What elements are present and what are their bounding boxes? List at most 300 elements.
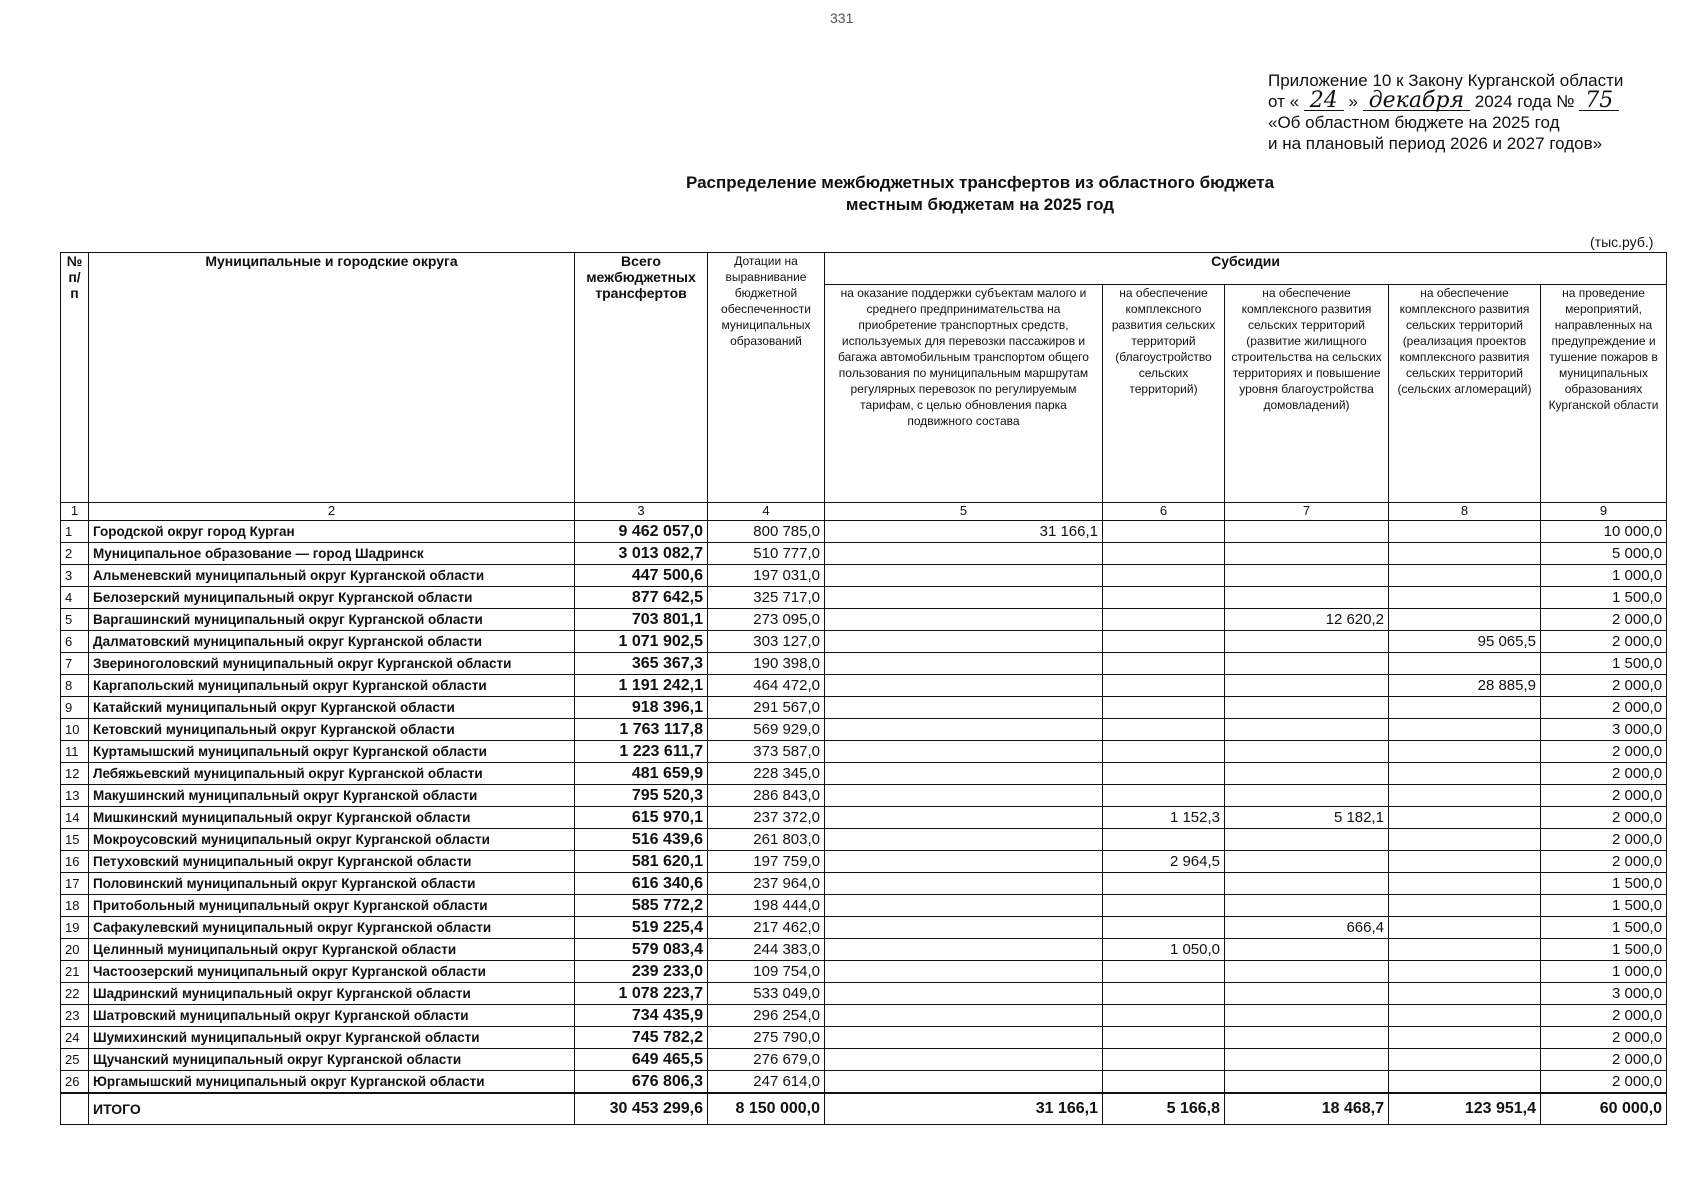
cell-subsidy-rural-agglomeration [1389,1049,1541,1071]
cell-municipality: Кетовский муниципальный округ Курганской области [89,719,575,741]
cell-number: 6 [61,631,89,653]
cell-total: 1 071 902,5 [575,631,708,653]
total-subsidy-fire-safety: 60 000,0 [1541,1093,1667,1125]
cell-municipality: Шумихинский муниципальный округ Курганской области [89,1027,575,1049]
cell-subsidy-rural-housing [1225,741,1389,763]
cell-subsidy-rural-agglomeration [1389,521,1541,543]
header-number: № п/п [61,253,89,503]
cell-subsidy-rural-agglomeration [1389,829,1541,851]
cell-subsidy-rural-improvement: 1 050,0 [1103,939,1225,961]
cell-total: 585 772,2 [575,895,708,917]
cell-dotation: 237 372,0 [708,807,825,829]
cell-subsidy-rural-improvement [1103,785,1225,807]
column-number: 9 [1541,503,1667,521]
cell-subsidy-transport [825,653,1103,675]
cell-subsidy-rural-housing [1225,829,1389,851]
cell-subsidy-rural-agglomeration [1389,939,1541,961]
table-row [61,521,1667,543]
cell-municipality: Лебяжьевский муниципальный округ Курганской области [89,763,575,785]
cell-number: 26 [61,1071,89,1094]
cell-subsidy-rural-agglomeration: 95 065,5 [1389,631,1541,653]
cell-dotation: 325 717,0 [708,587,825,609]
cell-subsidy-rural-improvement [1103,895,1225,917]
cell-subsidy-rural-improvement [1103,1071,1225,1094]
cell-dotation: 273 095,0 [708,609,825,631]
appendix-line-4: и на плановый период 2026 и 2027 годов» [1268,134,1603,153]
cell-subsidy-rural-improvement [1103,609,1225,631]
cell-subsidy-rural-improvement [1103,565,1225,587]
cell-subsidy-transport [825,939,1103,961]
appendix-line-1: Приложение 10 к Закону Курганской области [1268,71,1624,90]
cell-number: 1 [61,521,89,543]
cell-subsidy-rural-improvement [1103,653,1225,675]
cell-subsidy-rural-housing [1225,961,1389,983]
cell-subsidy-rural-housing [1225,983,1389,1005]
cell-subsidy-rural-agglomeration: 28 885,9 [1389,675,1541,697]
cell-subsidy-fire-safety: 1 500,0 [1541,587,1667,609]
cell-municipality: Катайский муниципальный округ Курганской области [89,697,575,719]
cell-subsidy-fire-safety: 2 000,0 [1541,1027,1667,1049]
cell-dotation: 533 049,0 [708,983,825,1005]
table-row [61,631,1667,653]
cell-number: 25 [61,1049,89,1071]
cell-dotation: 291 567,0 [708,697,825,719]
cell-subsidy-rural-improvement [1103,917,1225,939]
appendix-line-2 [1268,88,1668,113]
table-row [61,587,1667,609]
cell-subsidy-transport [825,697,1103,719]
cell-subsidy-transport [825,741,1103,763]
table-row [61,1005,1667,1027]
cell-dotation: 800 785,0 [708,521,825,543]
cell-municipality: Половинский муниципальный округ Курганской области [89,873,575,895]
cell-subsidy-rural-agglomeration [1389,895,1541,917]
cell-subsidy-rural-agglomeration [1389,697,1541,719]
table-body [61,521,1667,1094]
cell-subsidy-fire-safety: 1 500,0 [1541,939,1667,961]
cell-subsidy-fire-safety: 2 000,0 [1541,675,1667,697]
cell-dotation: 198 444,0 [708,895,825,917]
appendix-date-mid: » [1348,92,1358,111]
table-row [61,961,1667,983]
cell-total: 734 435,9 [575,1005,708,1027]
transfers-table [60,252,1667,1125]
cell-number: 14 [61,807,89,829]
cell-municipality: Петуховский муниципальный округ Курганской области [89,851,575,873]
cell-subsidy-fire-safety: 2 000,0 [1541,851,1667,873]
column-number: 1 [61,503,89,521]
cell-subsidy-rural-housing [1225,939,1389,961]
cell-dotation: 296 254,0 [708,1005,825,1027]
cell-total: 3 013 082,7 [575,543,708,565]
cell-subsidy-rural-housing [1225,675,1389,697]
cell-subsidy-fire-safety: 1 000,0 [1541,565,1667,587]
cell-municipality: Далматовский муниципальный округ Курганской области [89,631,575,653]
cell-dotation: 275 790,0 [708,1027,825,1049]
cell-dotation: 373 587,0 [708,741,825,763]
cell-total: 795 520,3 [575,785,708,807]
cell-subsidy-rural-agglomeration [1389,961,1541,983]
cell-subsidy-transport [825,1049,1103,1071]
cell-total: 615 970,1 [575,807,708,829]
cell-total: 676 806,3 [575,1071,708,1094]
cell-subsidy-fire-safety: 2 000,0 [1541,1005,1667,1027]
cell-subsidy-rural-agglomeration [1389,873,1541,895]
cell-subsidy-rural-housing [1225,1027,1389,1049]
table-row [61,829,1667,851]
cell-subsidy-rural-housing [1225,873,1389,895]
cell-dotation: 303 127,0 [708,631,825,653]
cell-subsidy-transport [825,873,1103,895]
table-row [61,873,1667,895]
total-row-number [61,1093,89,1125]
cell-subsidy-rural-agglomeration [1389,587,1541,609]
cell-subsidy-transport [825,675,1103,697]
cell-subsidy-rural-agglomeration [1389,565,1541,587]
cell-dotation: 109 754,0 [708,961,825,983]
cell-dotation: 569 929,0 [708,719,825,741]
cell-subsidy-transport [825,763,1103,785]
handwritten-month: декабря [1363,92,1470,111]
cell-municipality: Белозерский муниципальный округ Курганской области [89,587,575,609]
table-row [61,939,1667,961]
cell-municipality: Частоозерский муниципальный округ Курганской области [89,961,575,983]
cell-subsidy-transport [825,1071,1103,1094]
cell-subsidy-fire-safety: 3 000,0 [1541,983,1667,1005]
cell-subsidy-rural-agglomeration [1389,763,1541,785]
cell-subsidy-rural-agglomeration [1389,609,1541,631]
cell-dotation: 510 777,0 [708,543,825,565]
cell-subsidy-rural-improvement: 1 152,3 [1103,807,1225,829]
table-row [61,807,1667,829]
cell-total: 1 223 611,7 [575,741,708,763]
document-title [0,172,1693,216]
cell-municipality: Шатровский муниципальный округ Курганской области [89,1005,575,1027]
cell-subsidy-rural-housing [1225,521,1389,543]
cell-subsidy-transport [825,543,1103,565]
column-number: 3 [575,503,708,521]
title-line-1: Распределение межбюджетных трансфертов из областного бюджета [685,173,1275,192]
column-number: 5 [825,503,1103,521]
total-row [61,1093,1667,1125]
cell-subsidy-fire-safety: 2 000,0 [1541,785,1667,807]
header-municipality: Муниципальные и городские округа [89,253,575,503]
cell-dotation: 190 398,0 [708,653,825,675]
cell-subsidy-fire-safety: 3 000,0 [1541,719,1667,741]
cell-subsidy-rural-improvement [1103,543,1225,565]
cell-subsidy-rural-housing: 666,4 [1225,917,1389,939]
cell-subsidy-rural-improvement: 2 964,5 [1103,851,1225,873]
cell-subsidy-rural-improvement [1103,741,1225,763]
cell-subsidy-rural-housing [1225,719,1389,741]
cell-subsidy-transport [825,609,1103,631]
cell-municipality: Мокроусовский муниципальный округ Курганской области [89,829,575,851]
cell-subsidy-rural-improvement [1103,719,1225,741]
cell-number: 3 [61,565,89,587]
cell-subsidy-rural-housing [1225,697,1389,719]
cell-number: 5 [61,609,89,631]
cell-municipality: Варгашинский муниципальный округ Курганской области [89,609,575,631]
cell-municipality: Звериноголовский муниципальный округ Курганской области [89,653,575,675]
cell-subsidy-rural-housing [1225,763,1389,785]
cell-number: 17 [61,873,89,895]
cell-subsidy-rural-housing [1225,1005,1389,1027]
table-row [61,719,1667,741]
table-row [61,983,1667,1005]
cell-number: 12 [61,763,89,785]
cell-subsidy-rural-improvement [1103,829,1225,851]
cell-subsidy-transport [825,719,1103,741]
title-line-2: местным бюджетам на 2025 год [845,195,1115,214]
cell-number: 15 [61,829,89,851]
units-label: (тыс.руб.) [1590,234,1654,250]
cell-total: 519 225,4 [575,917,708,939]
cell-municipality: Каргапольский муниципальный округ Курганской области [89,675,575,697]
cell-subsidy-rural-improvement [1103,587,1225,609]
column-number: 2 [89,503,575,521]
cell-number: 24 [61,1027,89,1049]
cell-subsidy-rural-housing [1225,587,1389,609]
cell-total: 9 462 057,0 [575,521,708,543]
cell-subsidy-transport [825,917,1103,939]
cell-subsidy-rural-improvement [1103,763,1225,785]
cell-number: 16 [61,851,89,873]
cell-subsidy-transport [825,587,1103,609]
column-number-row [61,503,1667,521]
cell-number: 23 [61,1005,89,1027]
cell-dotation: 247 614,0 [708,1071,825,1094]
table-row [61,697,1667,719]
cell-subsidy-rural-improvement [1103,983,1225,1005]
cell-subsidy-fire-safety: 1 000,0 [1541,961,1667,983]
table-row [61,763,1667,785]
cell-total: 1 191 242,1 [575,675,708,697]
cell-dotation: 217 462,0 [708,917,825,939]
column-number: 7 [1225,503,1389,521]
cell-total: 745 782,2 [575,1027,708,1049]
cell-total: 616 340,6 [575,873,708,895]
cell-municipality: Сафакулевский муниципальный округ Курганской области [89,917,575,939]
cell-subsidy-transport [825,565,1103,587]
cell-subsidy-rural-improvement [1103,521,1225,543]
cell-subsidy-rural-agglomeration [1389,1071,1541,1094]
column-number: 6 [1103,503,1225,521]
cell-subsidy-fire-safety: 2 000,0 [1541,763,1667,785]
cell-dotation: 276 679,0 [708,1049,825,1071]
table-row [61,565,1667,587]
column-number: 8 [1389,503,1541,521]
cell-dotation: 261 803,0 [708,829,825,851]
cell-total: 516 439,6 [575,829,708,851]
cell-municipality: Щучанский муниципальный округ Курганской области [89,1049,575,1071]
table-row [61,675,1667,697]
total-all-transfers: 30 453 299,6 [575,1093,708,1125]
cell-dotation: 244 383,0 [708,939,825,961]
table-row [61,895,1667,917]
header-subsidy-rural-agglomeration: на обеспечение комплексного развития сельских территорий (реализация проектов комплексного развития сельских территорий (сельских агломераций) [1389,285,1541,503]
appendix-line-3: «Об областном бюджете на 2025 год [1268,113,1560,132]
cell-subsidy-transport [825,1027,1103,1049]
cell-subsidy-rural-agglomeration [1389,917,1541,939]
cell-total: 239 233,0 [575,961,708,983]
cell-total: 365 367,3 [575,653,708,675]
header-subsidy-fire-safety: на проведение мероприятий, направленных на предупреждение и тушение пожаров в муниципальных образованиях Курганской области [1541,285,1667,503]
cell-subsidy-transport [825,895,1103,917]
cell-municipality: Шадринский муниципальный округ Курганской области [89,983,575,1005]
cell-municipality: Мишкинский муниципальный округ Курганской области [89,807,575,829]
cell-subsidy-transport [825,851,1103,873]
total-subsidy-rural-agglomeration: 123 951,4 [1389,1093,1541,1125]
cell-number: 7 [61,653,89,675]
cell-subsidy-fire-safety: 2 000,0 [1541,1071,1667,1094]
cell-subsidy-fire-safety: 2 000,0 [1541,829,1667,851]
cell-total: 649 465,5 [575,1049,708,1071]
cell-subsidy-rural-improvement [1103,961,1225,983]
header-subsidies: Субсидии [825,253,1667,285]
cell-total: 447 500,6 [575,565,708,587]
cell-dotation: 286 843,0 [708,785,825,807]
total-subsidy-rural-housing: 18 468,7 [1225,1093,1389,1125]
cell-subsidy-rural-housing: 12 620,2 [1225,609,1389,631]
cell-subsidy-rural-improvement [1103,697,1225,719]
handwritten-day: 24 [1304,92,1344,111]
cell-subsidy-transport [825,1005,1103,1027]
cell-total: 1 078 223,7 [575,983,708,1005]
cell-total: 581 620,1 [575,851,708,873]
cell-subsidy-transport [825,829,1103,851]
cell-subsidy-rural-agglomeration [1389,1005,1541,1027]
cell-number: 20 [61,939,89,961]
cell-municipality: Городской округ город Курган [89,521,575,543]
cell-subsidy-rural-housing [1225,653,1389,675]
cell-subsidy-transport [825,785,1103,807]
cell-number: 4 [61,587,89,609]
page-number: 331 [830,10,854,26]
cell-subsidy-rural-agglomeration [1389,741,1541,763]
cell-subsidy-transport [825,983,1103,1005]
cell-total: 703 801,1 [575,609,708,631]
table-row [61,851,1667,873]
cell-subsidy-fire-safety: 1 500,0 [1541,917,1667,939]
appendix-header [1268,70,1668,154]
cell-total: 1 763 117,8 [575,719,708,741]
cell-municipality: Целинный муниципальный округ Курганской области [89,939,575,961]
column-number: 4 [708,503,825,521]
cell-subsidy-transport [825,807,1103,829]
cell-subsidy-rural-housing [1225,1071,1389,1094]
cell-subsidy-rural-improvement [1103,675,1225,697]
appendix-date-prefix: от « [1268,92,1300,111]
cell-subsidy-fire-safety: 2 000,0 [1541,741,1667,763]
table-row [61,609,1667,631]
cell-subsidy-fire-safety: 2 000,0 [1541,609,1667,631]
cell-subsidy-fire-safety: 1 500,0 [1541,653,1667,675]
cell-subsidy-rural-housing [1225,631,1389,653]
cell-subsidy-fire-safety: 2 000,0 [1541,697,1667,719]
cell-total: 918 396,1 [575,697,708,719]
cell-subsidy-rural-agglomeration [1389,983,1541,1005]
cell-subsidy-rural-agglomeration [1389,1027,1541,1049]
total-subsidy-transport: 31 166,1 [825,1093,1103,1125]
cell-subsidy-fire-safety: 1 500,0 [1541,873,1667,895]
cell-dotation: 464 472,0 [708,675,825,697]
cell-subsidy-fire-safety: 2 000,0 [1541,1049,1667,1071]
header-subsidy-transport: на оказание поддержки субъектам малого и среднего предпринимательства на приобретение транспортных средств, используемых для перевозки пассажиров и багажа автомобильным транспортом общего пользования по муниципальным маршрутам регулярных перевозок по регулируемым тарифам, с целью обновления парка подвижного состава [825,285,1103,503]
cell-subsidy-rural-agglomeration [1389,851,1541,873]
cell-number: 8 [61,675,89,697]
cell-number: 10 [61,719,89,741]
cell-municipality: Альменевский муниципальный округ Курганской области [89,565,575,587]
cell-number: 22 [61,983,89,1005]
cell-subsidy-rural-housing [1225,895,1389,917]
appendix-year: 2024 года № [1474,92,1575,111]
cell-subsidy-fire-safety: 10 000,0 [1541,521,1667,543]
header-total: Всего межбюджетных трансфертов [575,253,708,503]
cell-subsidy-rural-housing [1225,543,1389,565]
cell-municipality: Муниципальное образование — город Шадринск [89,543,575,565]
cell-subsidy-rural-improvement [1103,1049,1225,1071]
table-row [61,741,1667,763]
cell-municipality: Притобольный муниципальный округ Курганской области [89,895,575,917]
cell-total: 579 083,4 [575,939,708,961]
total-label: ИТОГО [89,1093,575,1125]
cell-subsidy-fire-safety: 1 500,0 [1541,895,1667,917]
table-row [61,1027,1667,1049]
header-dotation: Дотации на выравнивание бюджетной обеспеченности муниципальных образований [708,253,825,503]
cell-municipality: Юргамышский муниципальный округ Курганской области [89,1071,575,1094]
cell-subsidy-rural-improvement [1103,1027,1225,1049]
cell-subsidy-rural-agglomeration [1389,543,1541,565]
handwritten-law-number: 75 [1579,92,1619,111]
cell-dotation: 197 031,0 [708,565,825,587]
cell-total: 481 659,9 [575,763,708,785]
cell-subsidy-rural-agglomeration [1389,807,1541,829]
cell-subsidy-rural-housing [1225,565,1389,587]
cell-number: 2 [61,543,89,565]
cell-subsidy-rural-housing [1225,1049,1389,1071]
cell-subsidy-fire-safety: 2 000,0 [1541,631,1667,653]
cell-total: 877 642,5 [575,587,708,609]
cell-municipality: Куртамышский муниципальный округ Курганской области [89,741,575,763]
cell-dotation: 228 345,0 [708,763,825,785]
table-row [61,1049,1667,1071]
header-subsidy-rural-housing: на обеспечение комплексного развития сельских территорий (развитие жилищного строительства на сельских территориях и повышение уровня благоустройства домовладений) [1225,285,1389,503]
table-row [61,917,1667,939]
cell-subsidy-fire-safety: 2 000,0 [1541,807,1667,829]
cell-subsidy-rural-housing [1225,851,1389,873]
cell-subsidy-transport: 31 166,1 [825,521,1103,543]
cell-subsidy-rural-agglomeration [1389,785,1541,807]
total-dotation: 8 150 000,0 [708,1093,825,1125]
cell-number: 13 [61,785,89,807]
cell-subsidy-rural-improvement [1103,873,1225,895]
cell-subsidy-rural-housing: 5 182,1 [1225,807,1389,829]
cell-number: 21 [61,961,89,983]
cell-number: 19 [61,917,89,939]
cell-subsidy-transport [825,631,1103,653]
cell-dotation: 197 759,0 [708,851,825,873]
table-row [61,785,1667,807]
cell-subsidy-rural-improvement [1103,1005,1225,1027]
cell-subsidy-rural-agglomeration [1389,653,1541,675]
table-row [61,653,1667,675]
table-row [61,1071,1667,1094]
cell-number: 9 [61,697,89,719]
cell-subsidy-rural-agglomeration [1389,719,1541,741]
cell-subsidy-fire-safety: 5 000,0 [1541,543,1667,565]
header-subsidy-rural-improvement: на обеспечение комплексного развития сельских территорий (благоустройство сельских территорий) [1103,285,1225,503]
total-subsidy-rural-improvement: 5 166,8 [1103,1093,1225,1125]
